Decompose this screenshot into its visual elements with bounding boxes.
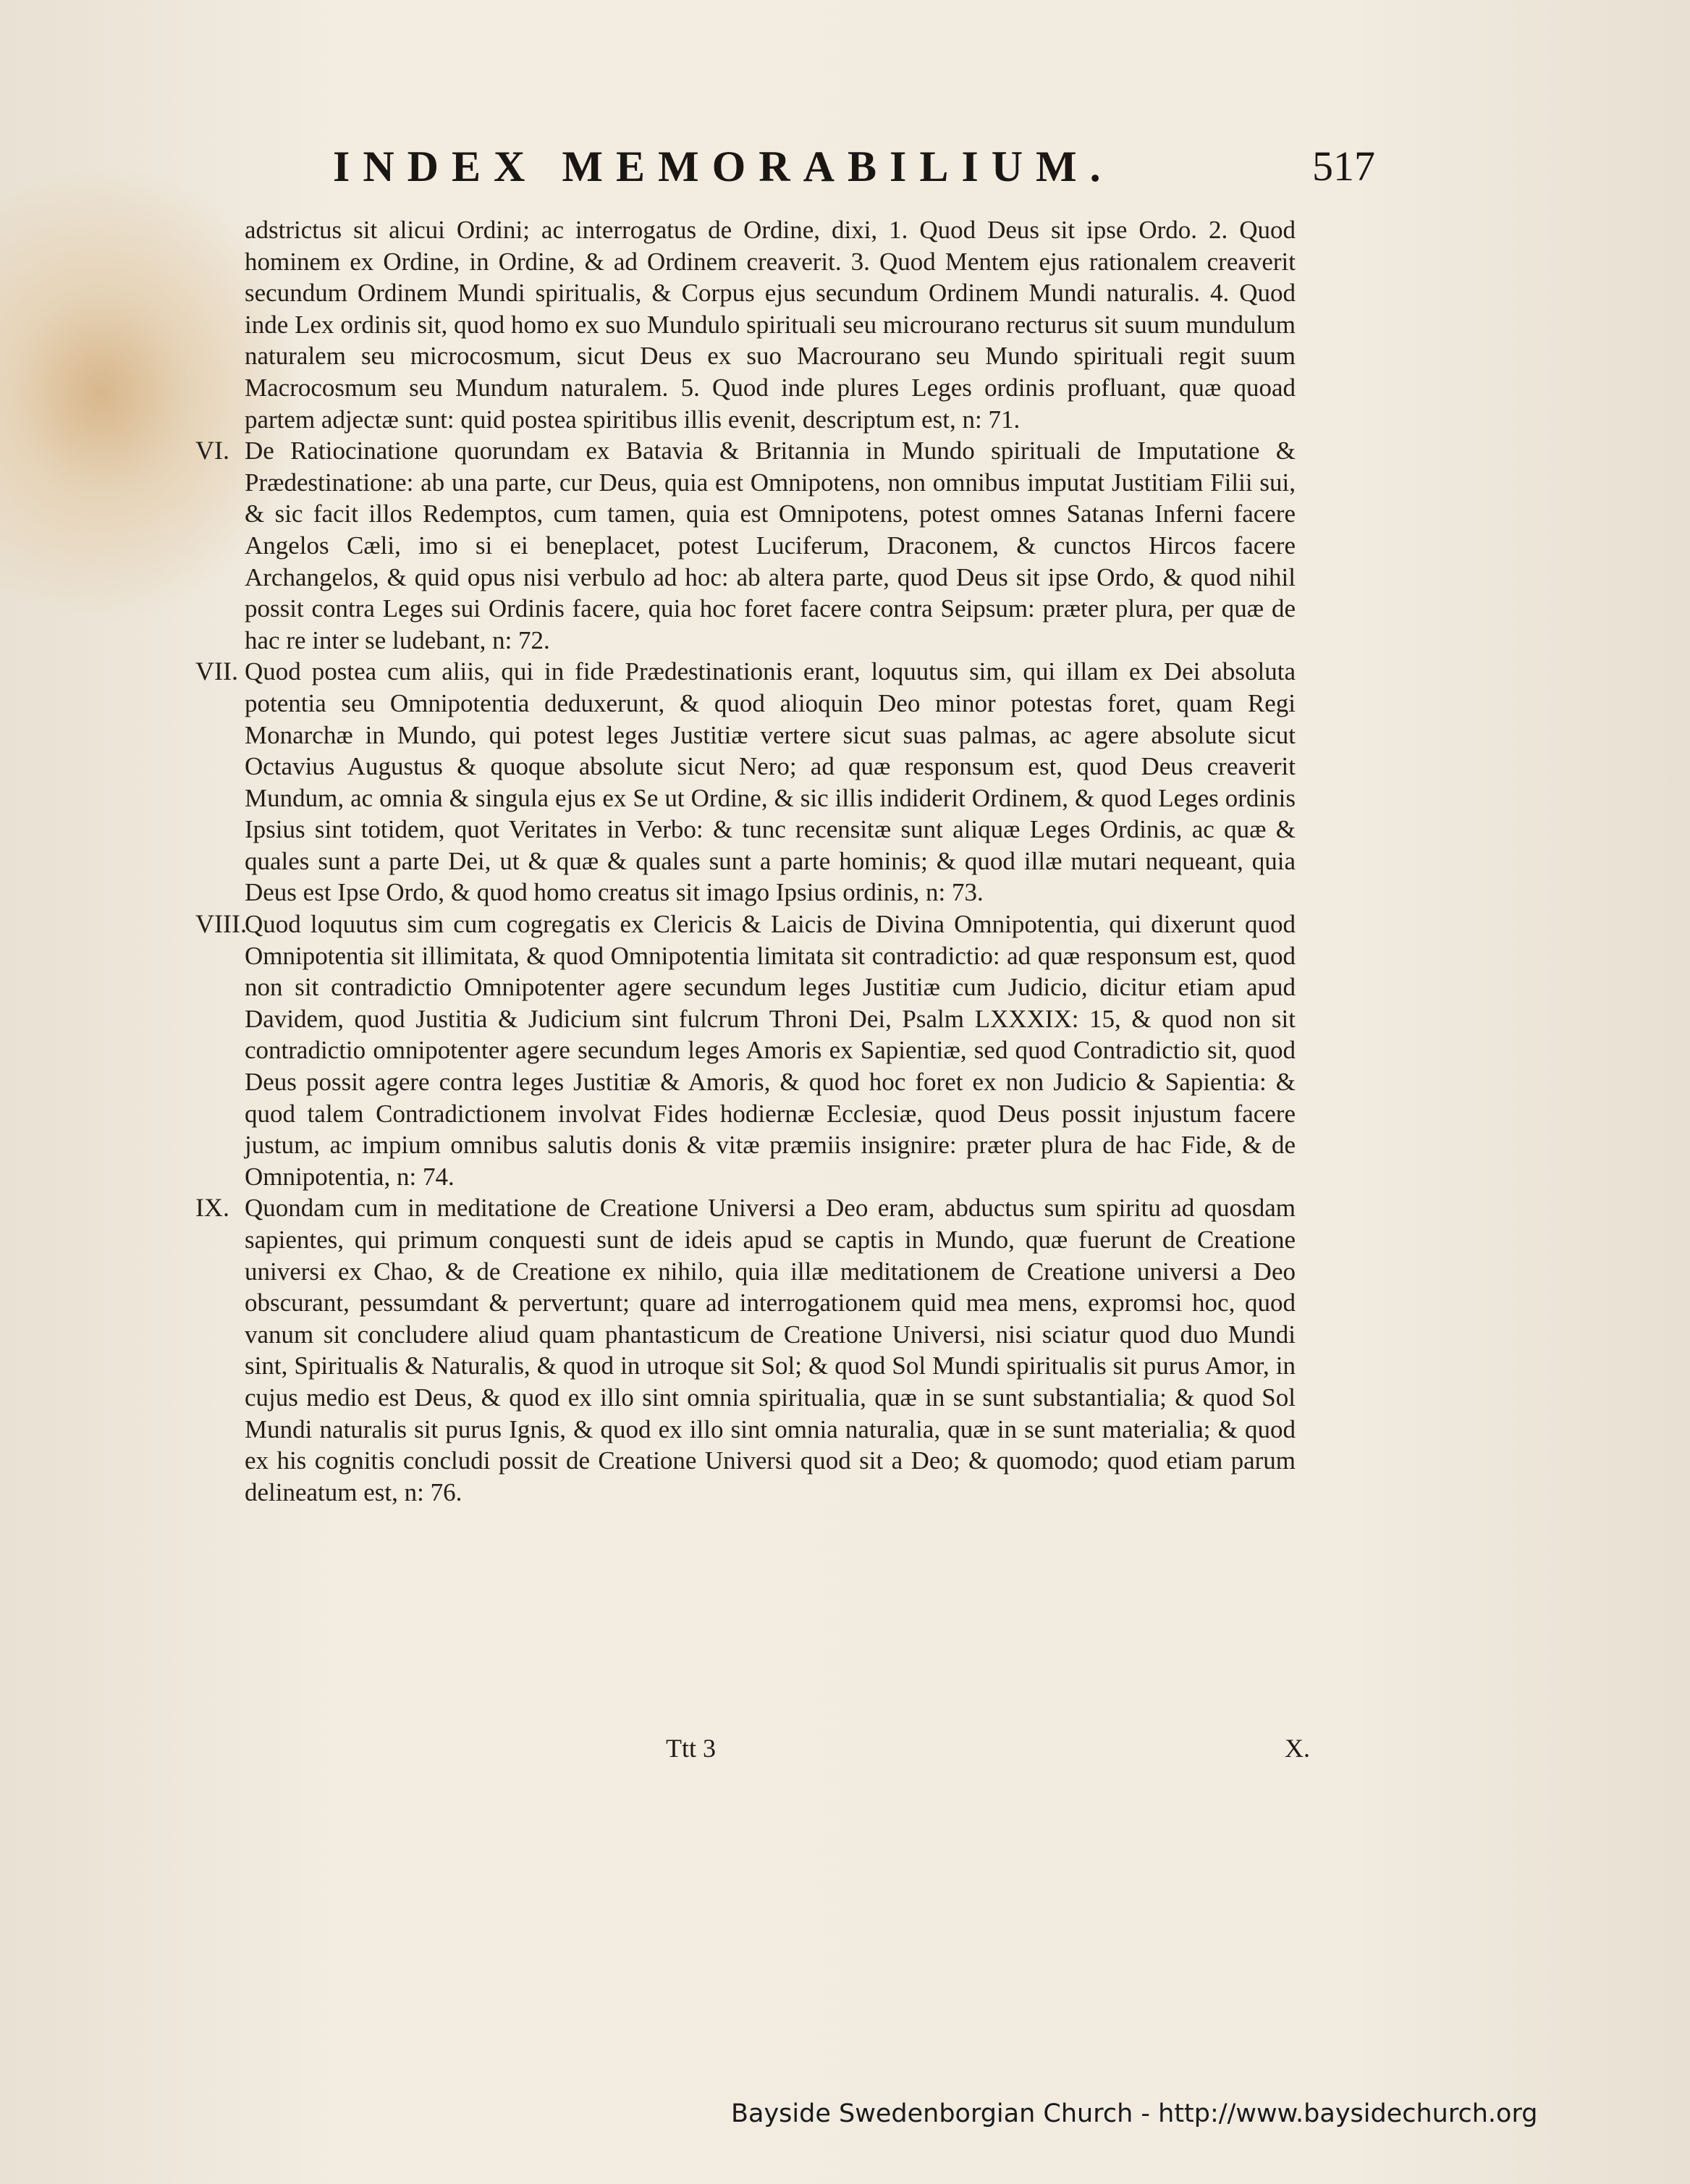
index-text bbox=[195, 214, 1296, 1508]
entry-text: Quod postea cum aliis, qui in fide Prædestinationis erant, loquutus sim, qui illam ex Dei absoluta potentia seu Omnipotentia deduxerunt, & quod alioquin Deo minor potestas foret, quam Regi Monarchæ in Mundo, qui potest leges Justitiæ vertere sicut suas palmas, ac agere absolute sicut Octavius Augustus & quoque absolute sicut Nero; ad quæ responsum est, quod Deus creaverit Mundum, ac omnia & singula ejus ex Se ut Ordine, & sic illis indiderit Ordinem, & quod Leges ordinis Ipsius sint totidem, quot Veritates in Verbo: & tunc recensitæ sunt aliquæ Leges Ordinis, ac quæ & quales sunt a parte Dei, ut & quæ & quales sunt a parte hominis; & quod illæ mutari nequeant, quia Deus est Ipse Ordo, & quod homo creatus sit imago Ipsius ordinis, n: 73. bbox=[245, 657, 1296, 907]
index-entry bbox=[195, 435, 1296, 656]
entry-text: De Ratiocinatione quorundam ex Batavia & Britannia in Mundo spirituali de Imputatione & Prædestinatione: ab una parte, cur Deus, quia est Omnipotens, non omnibus imputat Justitiam Filii sui, & sic facit illos Redemptos, cum tamen, quia est Omnipotens, potest omnes Satanas Inferni facere Angelos Cæli, imo si ei beneplacet, potest Luciferum, Draconem, & cunctos Hircos facere Archangelos, & quid opus nisi verbulo ad hoc: ab altera parte, quod Deus sit ipse Ordo, & quod nihil possit contra Leges sui Ordinis facere, quia hoc foret facere contra Seipsum: præter plura, per quæ de hac re inter se ludebant, n: 72. bbox=[245, 437, 1296, 654]
page-number: 517 bbox=[1312, 143, 1375, 190]
entry-number: VIII. bbox=[195, 909, 247, 939]
signature-mark: Ttt 3 bbox=[666, 1734, 716, 1763]
continued-entry: adstrictus sit alicui Ordini; ac interrogatus de Ordine, dixi, 1. Quod Deus sit ipse Ordo. 2. Quod hominem ex Ordine, in Ordine, & ad Ordinem creaverit. 3. Quod Mentem ejus rationalem creaverit secundum Ordinem Mundi spiritualis, & Corpus ejus secundum Ordinem Mundi naturalis. 4. Quod inde Lex ordinis sit, quod homo ex suo Mundulo spirituali seu microurano recturus sit suum mundulum naturalem seu microcosmum, sicut Deus ex suo Macrourano seu Mundo spirituali regit suum Macrocosmum seu Mundum naturalem. 5. Quod inde plures Leges ordinis profluant, quæ quoad partem adjectæ sunt: quid postea spiritibus illis evenit, descriptum est, n: 71. bbox=[245, 216, 1296, 434]
entry-number: VII. bbox=[195, 657, 238, 686]
entry-text: Quondam cum in meditatione de Creatione Universi a Deo eram, abductus sum spiritu ad quosdam sapientes, qui primum conquesti sunt de ideis apud se captis in Mundo, quæ fuerunt de Creatione universi ex Chao, & de Creatione ex nihilo, quia illæ meditationem de Creatione universi a Deo obscurant, pessumdant & pervertunt; quare ad interrogationem quid mea mens, expromsi hoc, quod vanum sit concludere aliud quam phantasticum de Creatione Universi, nisi sciatur quod duo Mundi sint, Spiritualis & Naturalis, & quod in utroque sit Sol; & quod Sol Mundi spiritualis sit purus Amor, in cujus medio est Deus, & quod ex illo sint omnia spiritualia, quæ in se sunt substantialia; & quod Sol Mundi naturalis sit purus Ignis, & quod ex illo sint omnia naturalia, quæ in se sunt materialia; & quod ex his cognitis concludi possit de Creatione Universi quod sit a Deo; & quomodo; quod etiam parum delineatum est, n: 76. bbox=[245, 1194, 1296, 1506]
index-entry bbox=[195, 656, 1296, 908]
source-watermark: Bayside Swedenborgian Church - http://www.baysidechurch.org bbox=[731, 2099, 1538, 2128]
entry-number: VI. bbox=[195, 436, 229, 465]
index-entry bbox=[195, 1192, 1296, 1508]
running-title: INDEX MEMORABILIUM. bbox=[333, 143, 1114, 190]
index-entry bbox=[195, 908, 1296, 1192]
entry-number: IX. bbox=[195, 1193, 229, 1223]
page-header bbox=[333, 142, 1375, 200]
entry-text: Quod loquutus sim cum cogregatis ex Clericis & Laicis de Divina Omnipotentia, qui dixerunt quod Omnipotentia sit illimitata, & quod Omnipotentia limitata sit contradictio: ad quæ responsum est, quod non sit contradictio Omnipotenter agere secundum leges Justitiæ cum Judicio, dicitur etiam apud Davidem, quod Justitia & Judicium sint fulcrum Throni Dei, Psalm LXXXIX: 15, & quod non sit contradictio omnipotenter agere secundum leges Amoris ex Sapientiæ, sed quod Contradictio sit, quod Deus possit agere contra leges Justitiæ & Amoris, & quod hoc foret ex non Judicio & Sapientia: & quod talem Contradictionem involvat Fides hodiernæ Ecclesiæ, quod Deus possit injustum facere justum, ac impium omnibus salutis donis & vitæ præmiis insignire: præter plura de hac Fide, & de Omnipotentia, n: 74. bbox=[245, 910, 1296, 1191]
catchword: X. bbox=[1285, 1734, 1310, 1763]
page-footer bbox=[195, 1733, 1310, 1769]
